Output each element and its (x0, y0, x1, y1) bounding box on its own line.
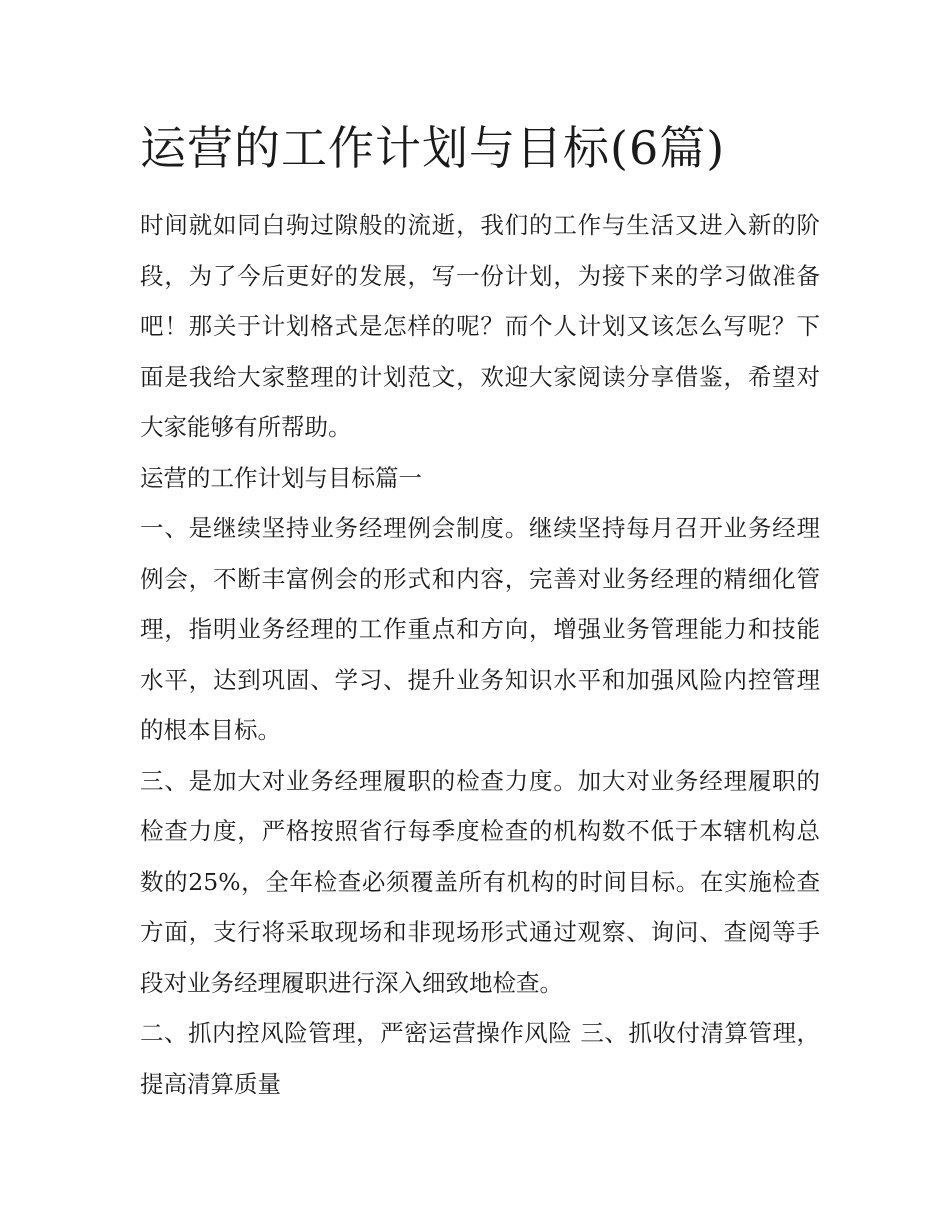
section-heading: 运营的工作计划与目标篇一 (140, 463, 422, 492)
body-paragraph: 一、是继续坚持业务经理例会制度。继续坚持每月召开业务经理例会，不断丰富例会的形式和内容，完善对业务经理的精细化管理，指明业务经理的工作重点和方向，增强业务管理能力和技能水平，达到巩固、学习、提升业务知识水平和加强风险内控管理的根本目标。 (140, 514, 820, 744)
body-paragraph: 三、是加大对业务经理履职的检查力度。加大对业务经理履职的检查力度，严格按照省行每季度检查的机构数不低于本辖机构总数的25%，全年检查必须覆盖所有机构的时间目标。在实施检查方面，支行将采取现场和非现场形式通过观察、询问、查阅等手段对业务经理履职进行深入细致地检查。 (140, 766, 820, 997)
document-title: 运营的工作计划与目标(6篇) (140, 121, 726, 175)
intro-paragraph: 时间就如同白驹过隙般的流逝，我们的工作与生活又进入新的阶段，为了今后更好的发展，写一份计划，为接下来的学习做准备吧！那关于计划格式是怎样的呢？而个人计划又该怎么写呢？下面是我给大家整理的计划范文，欢迎大家阅读分享借鉴，希望对大家能够有所帮助。 (140, 211, 820, 441)
document-content (140, 118, 820, 1109)
body-paragraph: 二、抓内控风险管理，严密运营操作风险 三、抓收付清算管理，提高清算质量 (140, 1019, 820, 1098)
